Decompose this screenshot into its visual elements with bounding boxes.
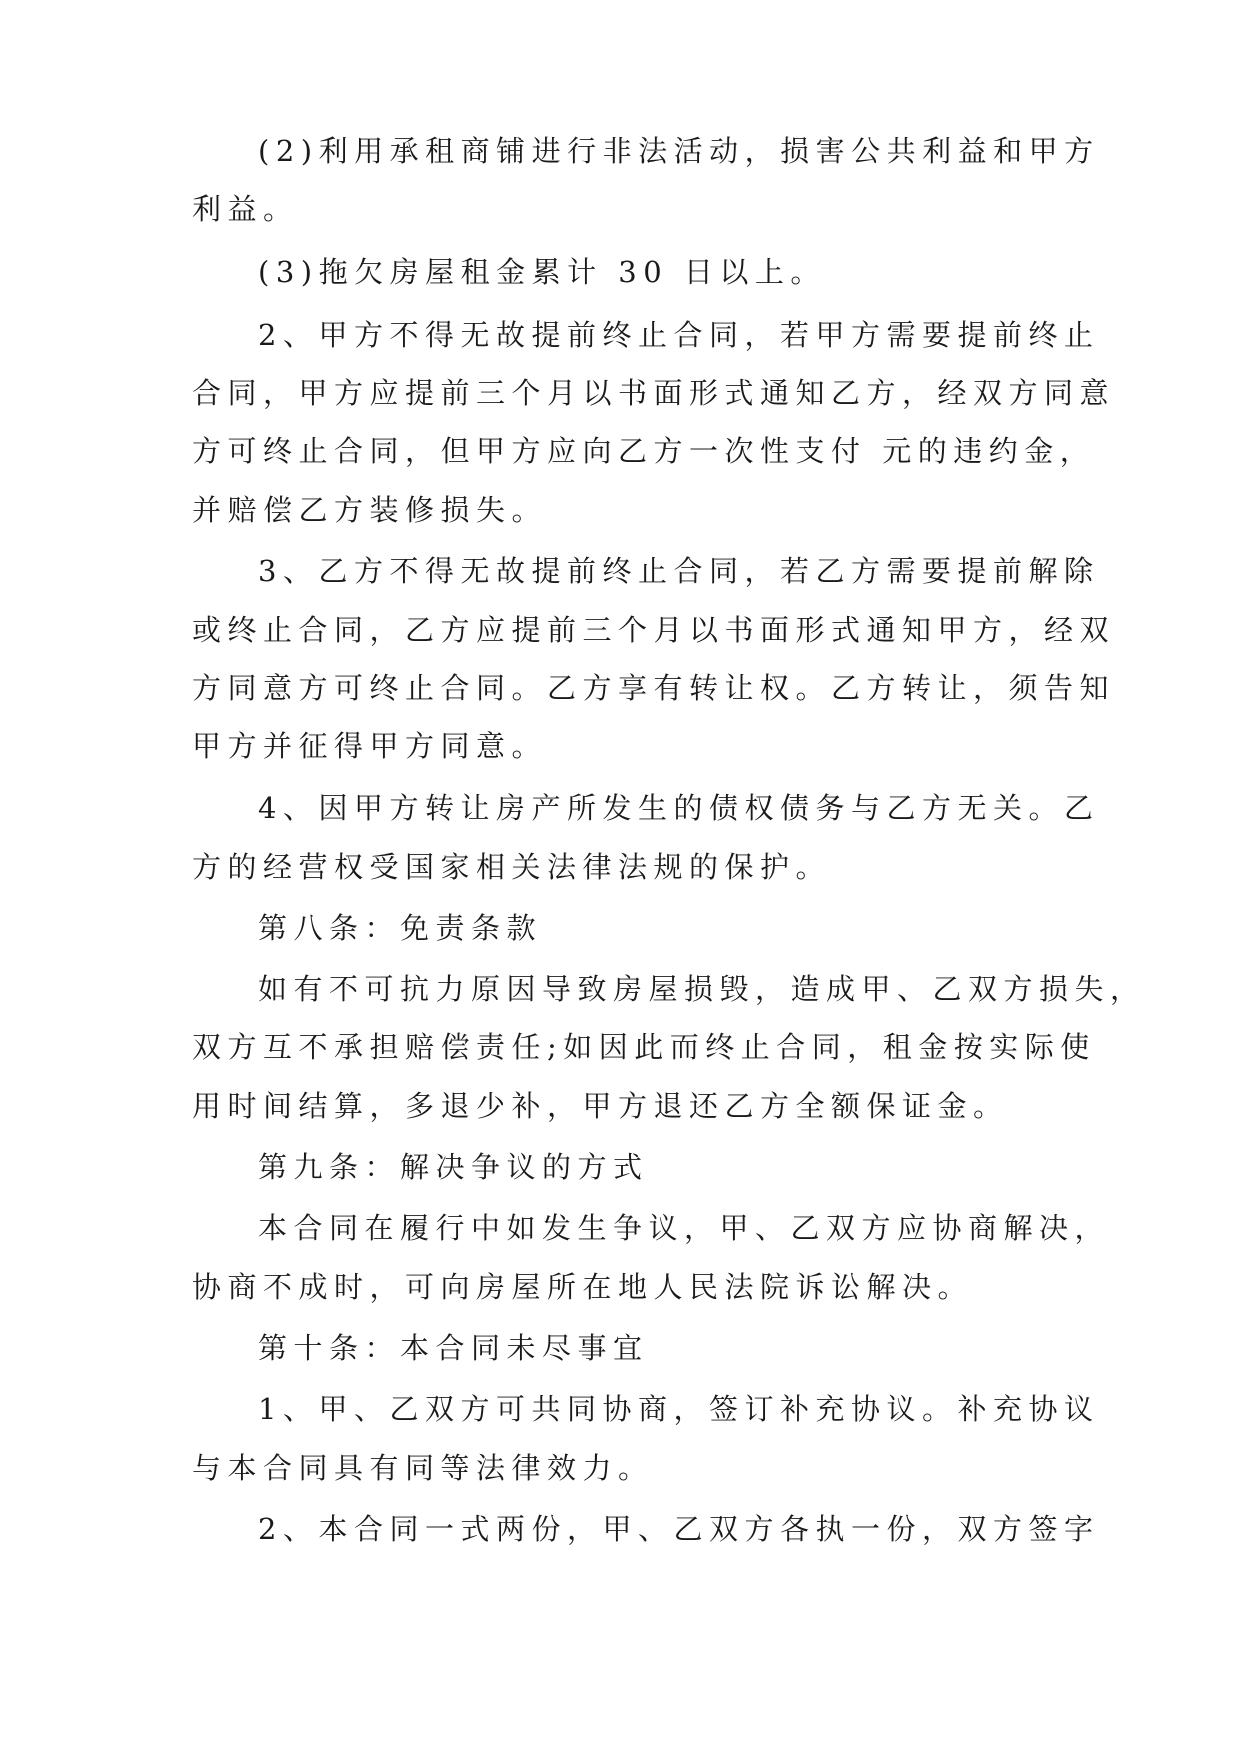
document-line: 合同，甲方应提前三个月以书面形式通知乙方，经双方同意	[192, 376, 1116, 410]
document-line: 2、甲方不得无故提前终止合同，若甲方需要提前终止	[258, 318, 1100, 352]
document-line: 方的经营权受国家相关法律法规的保护。	[192, 850, 832, 884]
document-line: 协商不成时，可向房屋所在地人民法院诉讼解决。	[192, 1270, 974, 1304]
document-line: 方可终止合同，但甲方应向乙方一次性支付 元的违约金，	[192, 434, 1096, 468]
document-line: 4、因甲方转让房产所发生的债权债务与乙方无关。乙	[258, 791, 1100, 825]
document-line: (3)拖欠房屋租金累计 30 日以上。	[258, 255, 826, 289]
document-line: 本合同在履行中如发生争议，甲、乙双方应协商解决，	[258, 1211, 1111, 1245]
document-line: 用时间结算，多退少补，甲方退还乙方全额保证金。	[192, 1089, 1009, 1123]
document-line: 1、甲、乙双方可共同协商，签订补充协议。补充协议	[258, 1392, 1100, 1426]
document-line: 或终止合同，乙方应提前三个月以书面形式通知甲方，经双	[192, 613, 1116, 647]
document-line: 第八条：免责条款	[258, 911, 543, 945]
document-line: 与本合同具有同等法律效力。	[192, 1451, 654, 1485]
document-line: 利益。	[192, 192, 299, 226]
document-line: 第九条：解决争议的方式	[258, 1150, 649, 1184]
document-line: 方同意方可终止合同。乙方享有转让权。乙方转让，须告知	[192, 671, 1116, 705]
document-line: (2)利用承租商铺进行非法活动，损害公共利益和甲方	[258, 134, 1100, 168]
document-line: 第十条：本合同未尽事宜	[258, 1331, 649, 1365]
document-line: 3、乙方不得无故提前终止合同，若乙方需要提前解除	[258, 554, 1100, 588]
document-line: 如有不可抗力原因导致房屋损毁，造成甲、乙双方损失，	[258, 972, 1146, 1006]
document-line: 双方互不承担赔偿责任;如因此而终止合同，租金按实际使	[192, 1030, 1096, 1064]
document-line: 并赔偿乙方装修损失。	[192, 493, 548, 527]
document-line: 甲方并征得甲方同意。	[192, 729, 548, 763]
document-line: 2、本合同一式两份，甲、乙双方各执一份，双方签字	[258, 1512, 1100, 1546]
